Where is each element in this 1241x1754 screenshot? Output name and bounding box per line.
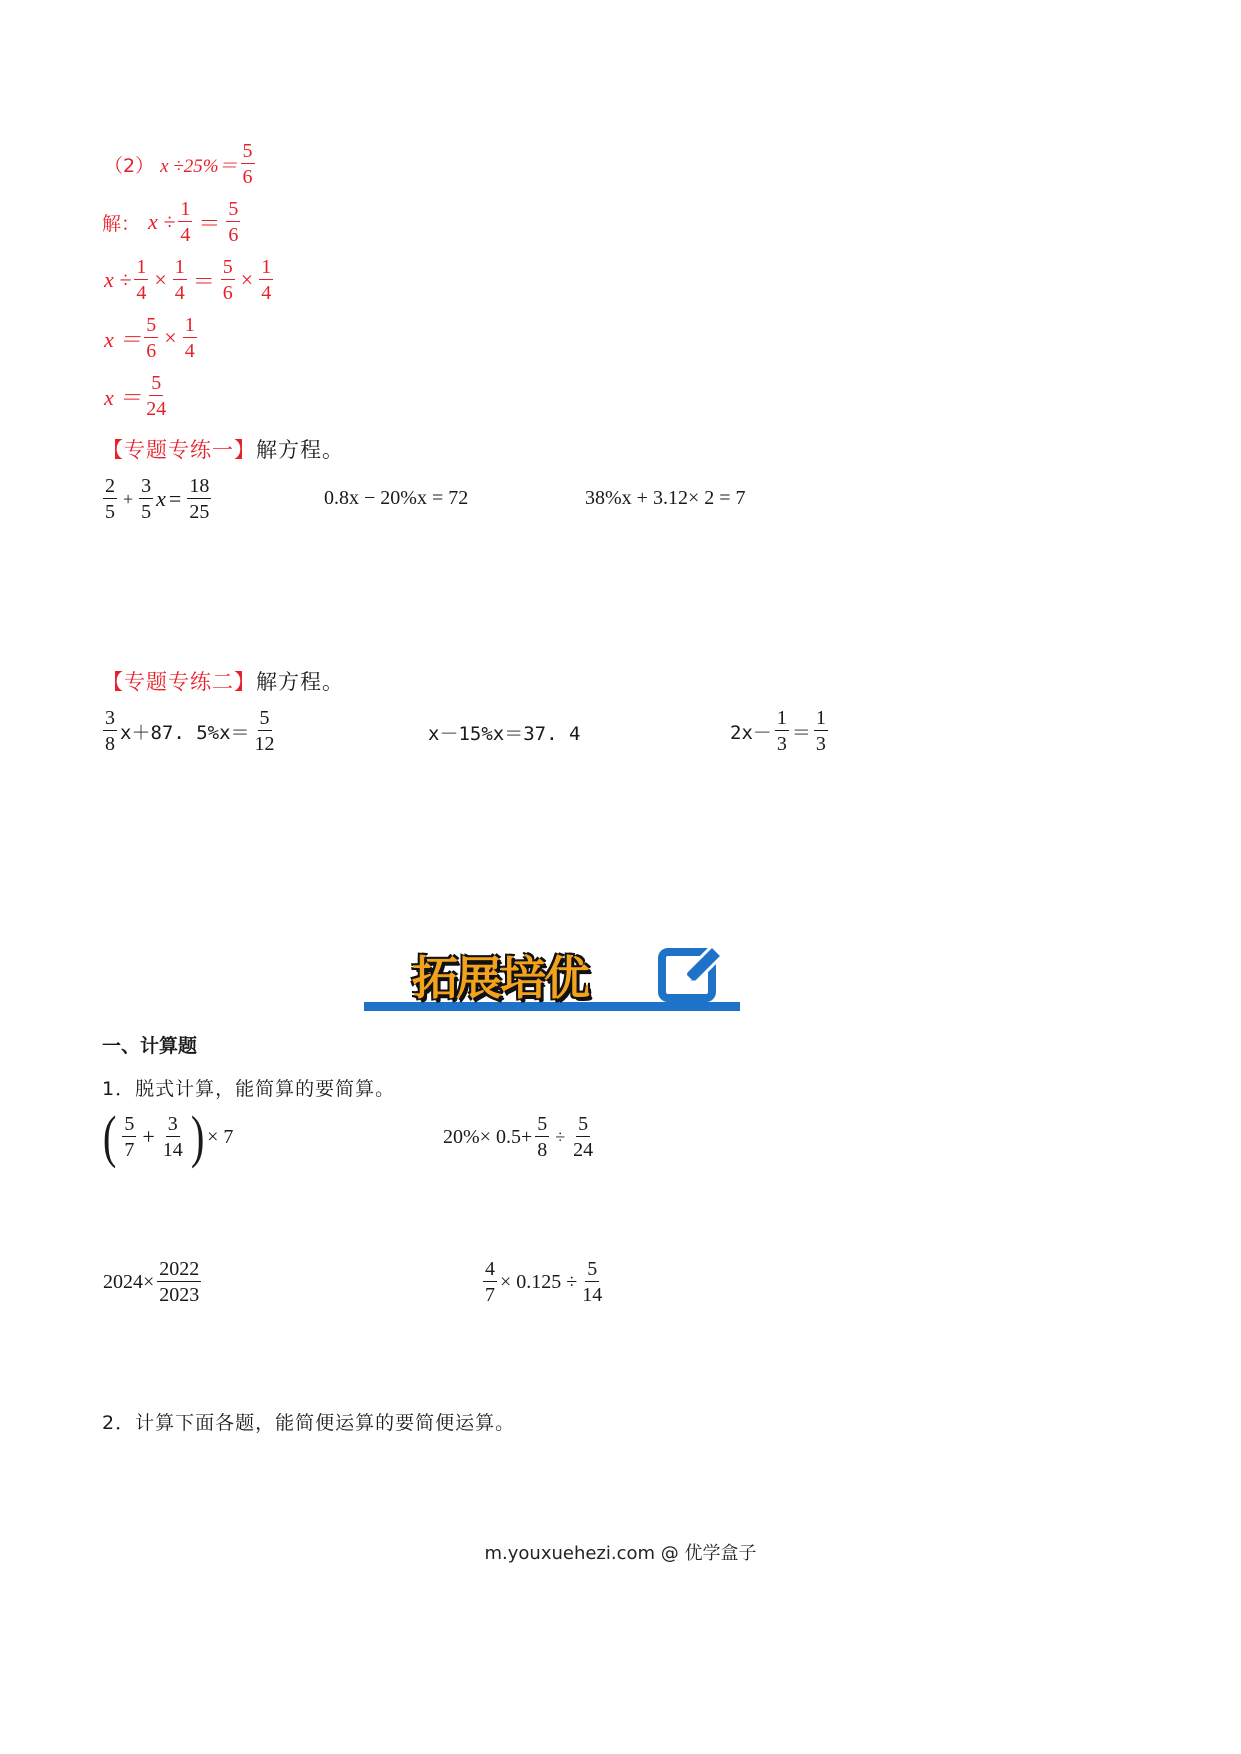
practice2-heading <box>102 666 344 696</box>
fraction: $\frac{5}{6}$ <box>146 314 157 362</box>
fraction: $\frac{2022}{2023}$ <box>159 1258 200 1306</box>
practice1-heading <box>102 434 344 464</box>
left-paren: ( <box>102 1104 117 1169</box>
q1-item-c: 2024× $\frac{2022}{2023}$ <box>103 1258 200 1306</box>
q1-item-a: ( $\frac{5}{7}$ + $\frac{3}{14}$ ) × 7 <box>102 1104 234 1169</box>
practice1-instruction: 解方程。 <box>256 438 344 462</box>
practice2-eq1: $\frac{3}{8}$ x＋87. 5%x＝ $\frac{5}{12}$ <box>105 707 275 755</box>
solution-part2-header <box>104 141 258 187</box>
part-label: （2） <box>104 154 155 177</box>
solution-step-1: 解： x ÷ $\frac{1}{4}$ ＝ $\frac{5}{6}$ <box>102 198 239 246</box>
fraction: $\frac{1}{4}$ <box>180 198 191 246</box>
practice1-eq1: $\frac{2}{5}$ + $\frac{3}{5}$ x = $\frac{18}{25}$ <box>105 475 210 523</box>
section-banner <box>364 938 740 1016</box>
q1-item-d: $\frac{4}{7}$ × 0.125 ÷ $\frac{5}{14}$ <box>485 1258 603 1306</box>
question-2: 2．计算下面各题，能简便运算的要简便运算。 <box>102 1412 516 1434</box>
right-paren: ) <box>190 1104 205 1169</box>
fraction: $\frac{1}{4}$ <box>136 256 147 304</box>
fraction: $\frac{3}{8}$ <box>105 707 115 755</box>
fraction: $\frac{5}{6}$ <box>242 140 253 188</box>
fraction: $\frac{5}{24}$ <box>573 1113 594 1161</box>
fraction: $\frac{1}{3}$ <box>815 707 826 755</box>
section-heading: 一、计算题 <box>102 1035 198 1057</box>
fraction: $\frac{5}{6}$ <box>228 198 239 246</box>
fraction: $\frac{2}{5}$ <box>105 475 115 523</box>
fraction: $\frac{5}{6}$ <box>222 256 233 304</box>
practice2-instruction: 解方程。 <box>256 670 344 694</box>
fraction: $\frac{5}{14}$ <box>582 1258 603 1306</box>
fraction: $\frac{5}{7}$ <box>124 1113 135 1161</box>
practice2-eq2: x－15%x＝37. 4 <box>428 723 581 745</box>
footer-watermark[interactable]: m.youxuehezi.com @ 优学盒子 <box>484 1543 757 1564</box>
fraction: $\frac{5}{12}$ <box>254 707 275 755</box>
solution-step-4: x ＝ $\frac{5}{24}$ <box>104 372 167 420</box>
solve-prefix: 解： <box>102 212 141 235</box>
fraction: $\frac{3}{14}$ <box>162 1113 183 1161</box>
fraction: $\frac{5}{24}$ <box>146 372 167 420</box>
fraction: $\frac{5}{8}$ <box>537 1113 548 1161</box>
fraction: $\frac{4}{7}$ <box>485 1258 495 1306</box>
q1-item-b: 20%× 0.5+ $\frac{5}{8}$ ÷ $\frac{5}{24}$ <box>443 1113 594 1161</box>
part-equation: x ÷25%＝ <box>160 155 238 177</box>
fraction: $\frac{3}{5}$ <box>141 475 152 523</box>
question-1: 1．脱式计算，能简算的要简算。 <box>102 1078 396 1100</box>
fraction: $\frac{18}{25}$ <box>189 475 210 523</box>
practice1-eq2: 0.8x − 20%x = 72 <box>324 487 469 509</box>
banner-title: 拓展培优 <box>412 951 588 1005</box>
fraction: $\frac{1}{3}$ <box>776 707 787 755</box>
solution-step-2: x ÷ $\frac{1}{4}$ × $\frac{1}{4}$ ＝ $\frac{5}{6}$ × $\frac{1}{4}$ <box>104 256 272 304</box>
fraction: $\frac{1}{4}$ <box>174 256 185 304</box>
fraction: $\frac{1}{4}$ <box>184 314 195 362</box>
practice2-bracket: 【专题专练二】 <box>102 670 256 694</box>
practice2-eq3: 2x－ $\frac{1}{3}$ ＝ $\frac{1}{3}$ <box>730 707 826 755</box>
edit-icon <box>656 938 730 1008</box>
practice1-eq3: 38%x + 3.12× 2 = 7 <box>585 487 746 509</box>
solution-step-3: x ＝ $\frac{5}{6}$ × $\frac{1}{4}$ <box>104 314 195 362</box>
fraction: $\frac{1}{4}$ <box>261 256 272 304</box>
practice1-bracket: 【专题专练一】 <box>102 438 256 462</box>
